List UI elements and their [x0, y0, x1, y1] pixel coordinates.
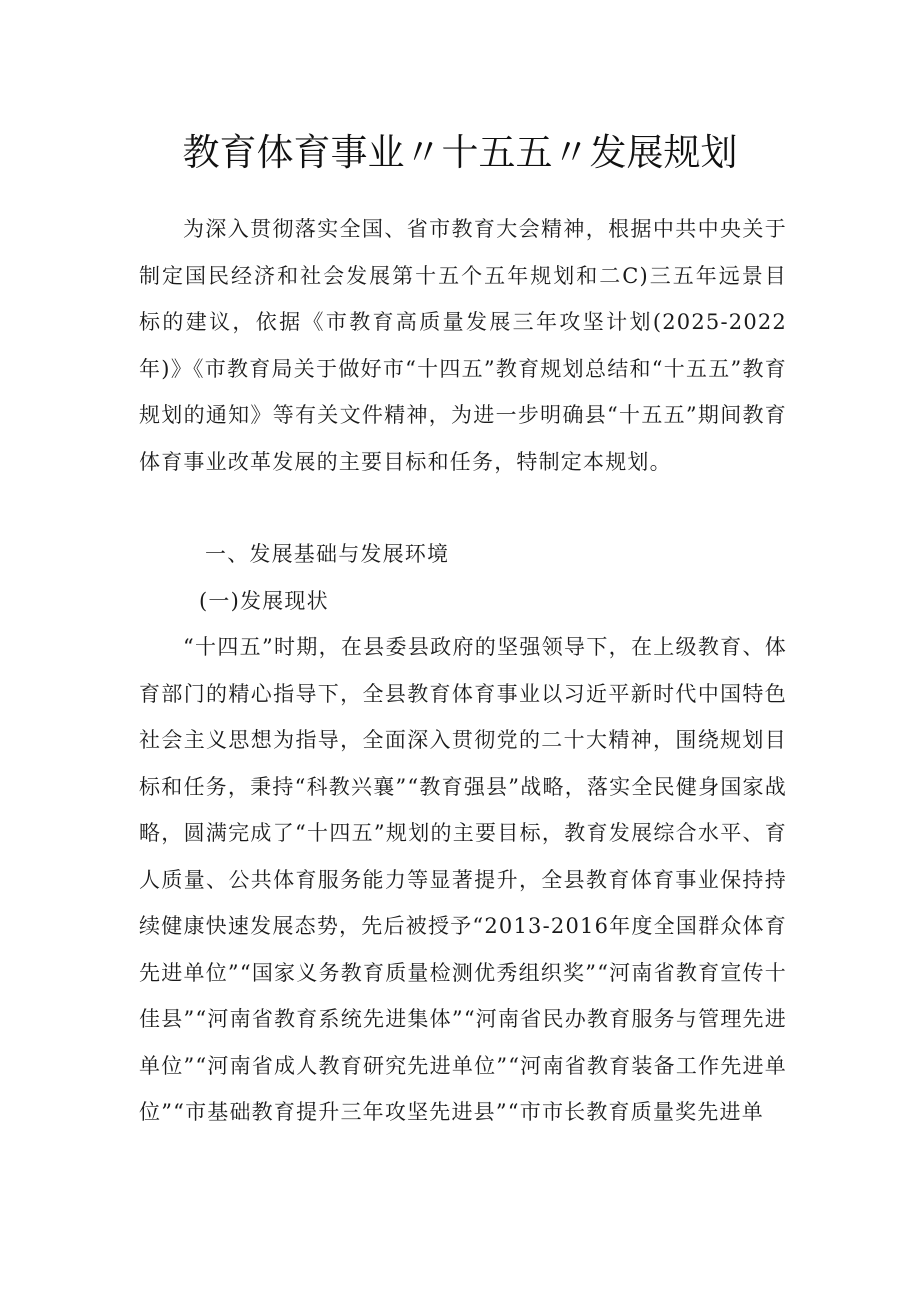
subsection-heading: (一)发展现状 — [199, 589, 329, 613]
section-heading: 一、发展基础与发展环境 — [205, 542, 450, 566]
status-paragraph: “十四五”时期，在县委县政府的坚强领导下，在上级教育、体育部门的精心指导下，全县教育体育事业以习近平新时代中国特色社会主义思想为指导，全面深入贯彻党的二十大精神，围绕规划目标和任务，秉持“科教兴襄”“教育强县”战略，落实全民健身国家战略，圆满完成了“十四五”规划的主要目标，教育发展综合水平、育人质量、公共体育服务能力等显著提升，全县教育体育事业保持持续健康快速发展态势，先后被授予“2013-2016年度全国群众体育先进单位”“国家义务教育质量检测优秀组织奖”“河南省教育宣传十佳县”“河南省教育系统先进集体”“河南省民办教育服务与管理先进单位”“河南省成人教育研究先进单位”“河南省教育装备工作先进单位”“市基础教育提升三年攻坚先进县”“市市长教育质量奖先进单 — [139, 635, 787, 1124]
document-title: 教育体育事业〃十五五〃发展规划 — [182, 131, 738, 174]
intro-paragraph: 为深入贯彻落实全国、省市教育大会精神，根据中共中央关于制定国民经济和社会发展第十五个五年规划和二C)三五年远景目标的建议，依据《市教育高质量发展三年攻坚计划(2025-2022年)》《市教育局关于做好市“十四五”教育规划总结和“十五五”教育规划的通知》等有关文件精神，为进一步明确县“十五五”期间教育体育事业改革发展的主要目标和任务，特制定本规划。 — [139, 217, 787, 474]
